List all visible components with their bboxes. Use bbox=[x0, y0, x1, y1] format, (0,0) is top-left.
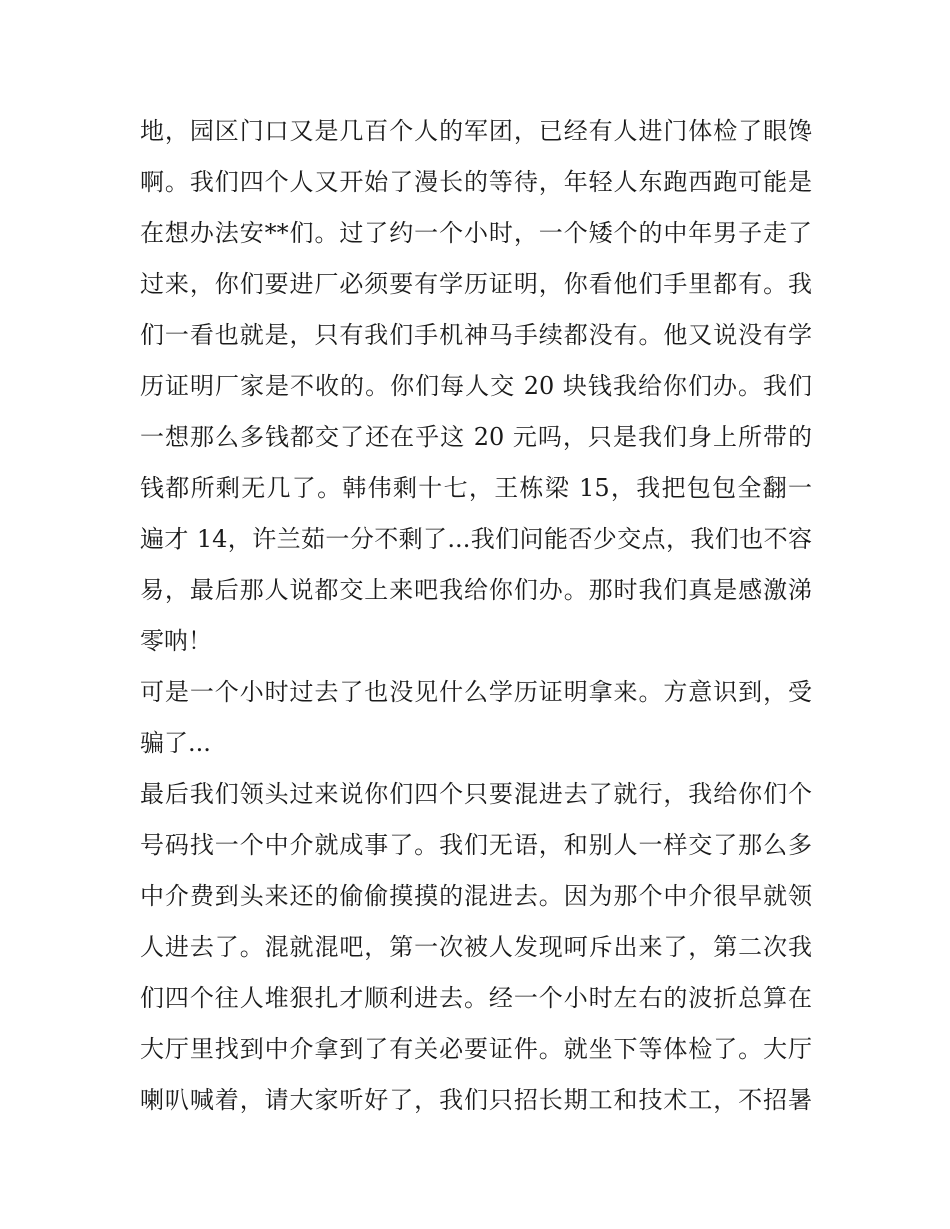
text-line: 在想办法安**们。过了约一个小时，一个矮个的中年男子走了 bbox=[140, 219, 812, 247]
text-line: 们一看也就是，只有我们手机神马手续都没有。他又说没有学 bbox=[140, 321, 812, 349]
body-text bbox=[140, 106, 812, 1126]
text-line: 最后我们领头过来说你们四个只要混进去了就行，我给你们个 bbox=[140, 780, 812, 808]
text-line: 中介费到头来还的偷偷摸摸的混进去。因为那个中介很早就领 bbox=[140, 882, 812, 910]
text-line: 历证明厂家是不收的。你们每人交 20 块钱我给你们办。我们 bbox=[140, 372, 812, 400]
text-line: 一想那么多钱都交了还在乎这 20 元吗，只是我们身上所带的 bbox=[140, 423, 812, 451]
text-line: 易，最后那人说都交上来吧我给你们办。那时我们真是感激涕 bbox=[140, 576, 812, 604]
text-line: 人进去了。混就混吧，第一次被人发现呵斥出来了，第二次我 bbox=[140, 933, 812, 961]
text-line: 遍才 14，许兰茹一分不剩了...我们问能否少交点，我们也不容 bbox=[140, 525, 812, 553]
text-line: 零呐！ bbox=[140, 627, 212, 655]
text-line: 可是一个小时过去了也没见什么学历证明拿来。方意识到，受 bbox=[140, 678, 812, 706]
text-line: 地，园区门口又是几百个人的军团，已经有人进门体检了眼馋 bbox=[140, 117, 812, 145]
text-line: 骗了... bbox=[140, 729, 211, 757]
text-line: 过来，你们要进厂必须要有学历证明，你看他们手里都有。我 bbox=[140, 270, 812, 298]
text-line: 大厅里找到中介拿到了有关必要证件。就坐下等体检了。大厅 bbox=[140, 1035, 812, 1063]
text-line: 喇叭喊着，请大家听好了，我们只招长期工和技术工，不招暑 bbox=[140, 1086, 812, 1114]
text-line: 啊。我们四个人又开始了漫长的等待，年轻人东跑西跑可能是 bbox=[140, 168, 812, 196]
text-line: 们四个往人堆狠扎才顺利进去。经一个小时左右的波折总算在 bbox=[140, 984, 812, 1012]
text-line: 钱都所剩无几了。韩伟剩十七，王栋梁 15，我把包包全翻一 bbox=[140, 474, 812, 502]
text-line: 号码找一个中介就成事了。我们无语，和别人一样交了那么多 bbox=[140, 831, 812, 859]
